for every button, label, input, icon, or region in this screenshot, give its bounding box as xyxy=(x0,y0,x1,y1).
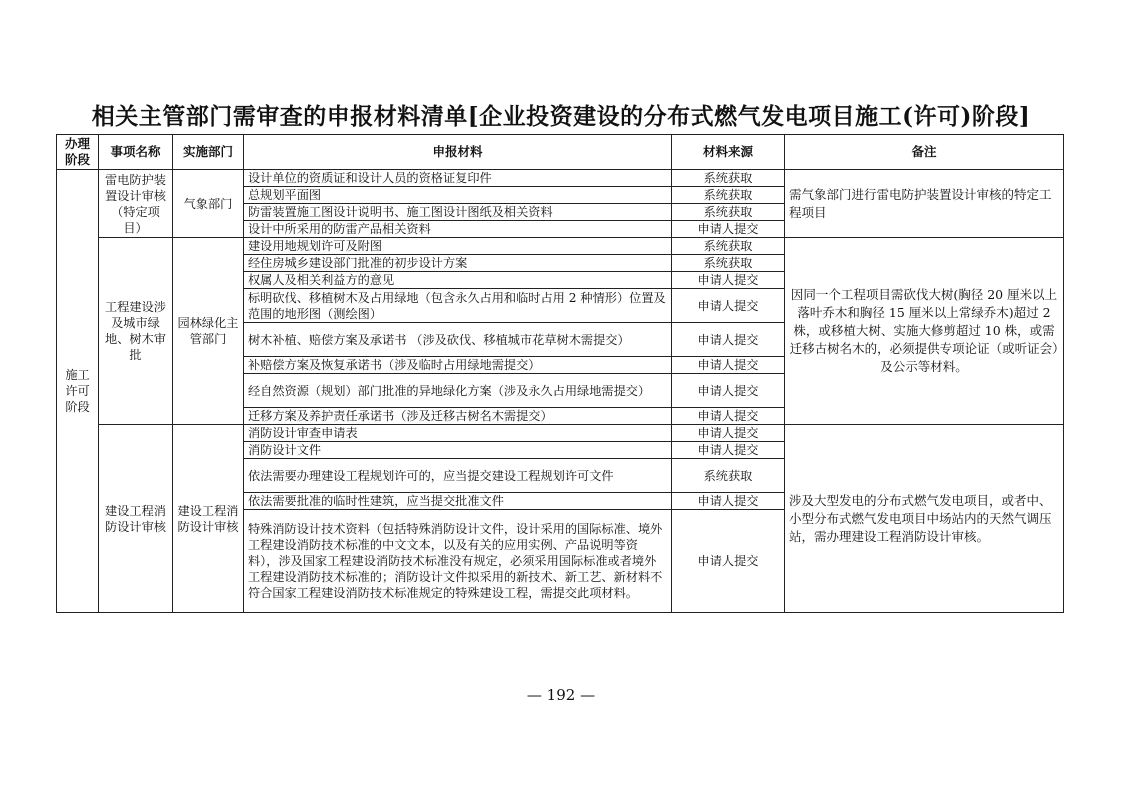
document-title: 相关主管部门需审查的申报材料清单[企业投资建设的分布式燃气发电项目施工(许可)阶段] xyxy=(91,103,1031,130)
group2-dept: 园林绿化主管部门 xyxy=(173,238,244,425)
material-cell: 总规划平面图 xyxy=(244,187,672,204)
source-cell: 申请人提交 xyxy=(672,493,785,510)
material-cell: 标明砍伐、移植树木及占用绿地（包含永久占用和临时占用 2 种情形）位置及范围的地形图（测绘图） xyxy=(244,289,672,323)
source-cell: 申请人提交 xyxy=(672,357,785,374)
group2-item: 工程建设涉及城市绿地、树木审批 xyxy=(99,238,173,425)
group3-remark: 涉及大型发电的分布式燃气发电项目，或者中、小型分布式燃气发电项目中场站内的天然气调压站，需办理建设工程消防设计审核。 xyxy=(785,425,1064,613)
material-cell: 特殊消防设计技术资料（包括特殊消防设计文件，设计采用的国际标准、境外工程建设消防技术标准的中文文本，以及有关的应用实例、产品说明等资料），涉及国家工程建设消防技术标准没有规定，必须采用国际标准或者境外工程建设消防技术标准的；消防设计文件拟采用的新技术、新工艺、新材料不符合国家工程建设消防技术标准规定的特殊建设工程，需提交此项材料。 xyxy=(244,510,672,613)
header-stage: 办理阶段 xyxy=(57,135,99,170)
material-cell: 消防设计审查申请表 xyxy=(244,425,672,442)
table-header-row xyxy=(57,135,1064,170)
source-cell: 申请人提交 xyxy=(672,510,785,613)
source-cell: 申请人提交 xyxy=(672,272,785,289)
table-row xyxy=(57,170,1064,187)
material-cell: 树木补植、赔偿方案及承诺书 （涉及砍伐、移植城市花草树木需提交） xyxy=(244,323,672,357)
source-cell: 申请人提交 xyxy=(672,408,785,425)
source-cell: 申请人提交 xyxy=(672,221,785,238)
source-cell: 申请人提交 xyxy=(672,425,785,442)
material-cell: 建设用地规划许可及附图 xyxy=(244,238,672,255)
source-cell: 系统获取 xyxy=(672,204,785,221)
header-remark: 备注 xyxy=(785,135,1064,170)
header-dept: 实施部门 xyxy=(173,135,244,170)
table-row xyxy=(57,425,1064,442)
material-cell: 消防设计文件 xyxy=(244,442,672,459)
source-cell: 系统获取 xyxy=(672,238,785,255)
source-cell: 系统获取 xyxy=(672,459,785,493)
source-cell: 申请人提交 xyxy=(672,289,785,323)
source-cell: 申请人提交 xyxy=(672,374,785,408)
header-material: 申报材料 xyxy=(244,135,672,170)
source-cell: 系统获取 xyxy=(672,170,785,187)
group1-dept: 气象部门 xyxy=(173,170,244,238)
source-cell: 系统获取 xyxy=(672,187,785,204)
group1-item: 雷电防护装置设计审核（特定项目） xyxy=(99,170,173,238)
material-cell: 补赔偿方案及恢复承诺书（涉及临时占用绿地需提交） xyxy=(244,357,672,374)
header-item: 事项名称 xyxy=(99,135,173,170)
material-cell: 依法需要批准的临时性建筑，应当提交批准文件 xyxy=(244,493,672,510)
stage-cell: 施工许可阶段 xyxy=(57,170,99,613)
page-number: — 192 — xyxy=(526,686,596,704)
material-cell: 依法需要办理建设工程规划许可的，应当提交建设工程规划许可文件 xyxy=(244,459,672,493)
source-cell: 系统获取 xyxy=(672,255,785,272)
group2-remark: 因同一个工程项目需砍伐大树(胸径 20 厘米以上落叶乔木和胸径 15 厘米以上常绿乔木)超过 2 株，或移植大树、实施大修剪超过 10 株，或需迁移古树名木的，必须提供专项论证（或听证会）及公示等材料。 xyxy=(785,238,1064,425)
material-cell: 经住房城乡建设部门批准的初步设计方案 xyxy=(244,255,672,272)
group1-remark: 需气象部门进行雷电防护装置设计审核的特定工程项目 xyxy=(785,170,1064,238)
material-cell: 设计单位的资质证和设计人员的资格证复印件 xyxy=(244,170,672,187)
source-cell: 申请人提交 xyxy=(672,442,785,459)
group3-dept: 建设工程消防设计审核 xyxy=(173,425,244,613)
material-cell: 防雷装置施工图设计说明书、施工图设计图纸及相关资料 xyxy=(244,204,672,221)
material-cell: 经自然资源（规划）部门批准的异地绿化方案（涉及永久占用绿地需提交） xyxy=(244,374,672,408)
table-row xyxy=(57,238,1064,255)
group3-item: 建设工程消防设计审核 xyxy=(99,425,173,613)
header-source: 材料来源 xyxy=(672,135,785,170)
material-cell: 迁移方案及养护责任承诺书（涉及迁移古树名木需提交） xyxy=(244,408,672,425)
materials-table xyxy=(56,134,1064,613)
material-cell: 设计中所采用的防雷产品相关资料 xyxy=(244,221,672,238)
source-cell: 申请人提交 xyxy=(672,323,785,357)
material-cell: 权属人及相关利益方的意见 xyxy=(244,272,672,289)
